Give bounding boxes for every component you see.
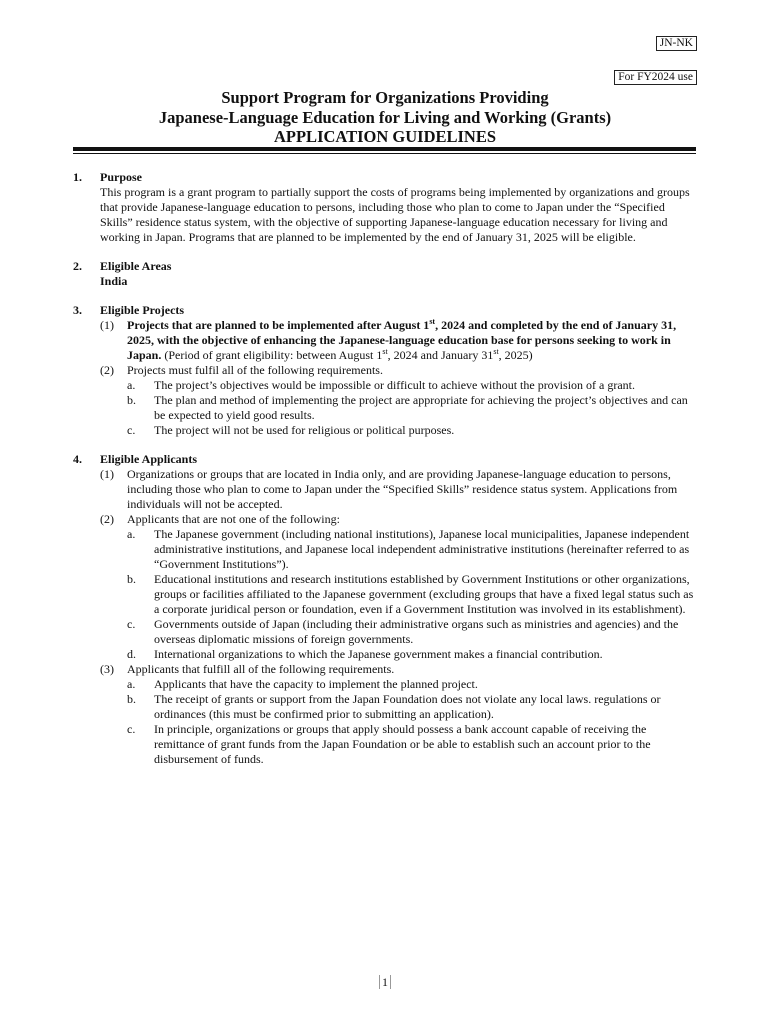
section-number: 2. [73, 259, 82, 273]
item-letter: a. [127, 527, 136, 541]
section-heading: Eligible Applicants [100, 452, 198, 466]
grant-period-a: (Period of grant eligibility: between August 1 [161, 348, 383, 362]
section-purpose [73, 170, 698, 245]
requirement-c [127, 423, 698, 438]
item-letter: b. [127, 692, 136, 706]
requirement-b [127, 393, 698, 423]
item-number: (2) [100, 512, 114, 526]
project-period-bold-b: , 2024 and completed by the end of January 31, 2025, with the objective of enhancing the Japanese-language education base for persons seeking to work in Japan. [127, 318, 677, 362]
requirement-a [127, 378, 698, 393]
item-number: (1) [100, 467, 114, 481]
item-letter: a. [127, 677, 136, 691]
page-title [75, 88, 695, 147]
item-text: Applicants that fulfill all of the following requirements. [127, 662, 395, 676]
item-number: (3) [100, 662, 114, 676]
exclusion-a [127, 527, 698, 572]
item-text: Educational institutions and research institutions established by Government Institutions or other organizations, groups or facilities affiliated to the Japanese government (excluding groups that have a fixed legal status such as a corporate juridical person or foundation, even if a Government Institution was involved in its establishment). [154, 572, 694, 616]
item-text: Governments outside of Japan (including their administrative organs such as ministries and agencies) and the overseas diplomatic missions of foreign governments. [154, 617, 679, 646]
fiscal-year-label: For FY2024 use [614, 70, 697, 85]
item-letter: b. [127, 572, 136, 586]
section-heading: Purpose [100, 170, 142, 184]
document-code: JN-NK [656, 36, 697, 51]
item-text: Projects must fulfil all of the following requirements. [127, 363, 383, 377]
title-divider-thin [73, 153, 696, 154]
section-number: 3. [73, 303, 82, 317]
section-number: 4. [73, 452, 82, 466]
ordinal-suffix: st [429, 317, 436, 326]
applicant-requirement-b [127, 692, 698, 722]
applicant-requirement-c [127, 722, 698, 767]
item-text: The plan and method of implementing the project are appropriate for achieving the project’s objectives and can be expected to yield good results. [154, 393, 688, 422]
item-text: Applicants that have the capacity to implement the planned project. [154, 677, 478, 691]
exclusion-c [127, 617, 698, 647]
item-text: Organizations or groups that are located in India only, and are providing Japanese-language education to persons, including those who plan to come to Japan under the “Specified Skills” residence status system. Applications from individuals will not be accepted. [127, 467, 678, 511]
item-letter: b. [127, 393, 136, 407]
item-text: The project will not be used for religious or political purposes. [154, 423, 455, 437]
item-letter: c. [127, 617, 136, 631]
section-heading: Eligible Areas [100, 259, 172, 273]
item-text: International organizations to which the Japanese government makes a financial contribution. [154, 647, 603, 661]
applicant-item-1 [100, 467, 698, 512]
item-text: Applicants that are not one of the following: [127, 512, 340, 526]
applicant-item-3 [100, 662, 698, 767]
eligible-area-value: India [100, 274, 128, 288]
grant-period-b: , 2024 and January 31 [387, 348, 494, 362]
section-body: This program is a grant program to partially support the costs of programs being implemented by organizations and groups that provide Japanese-language education to persons, including those who plan to come to Japan under the “Specified Skills” residence status system, with the objective of supporting Japanese-language education necessary for living and working in Japan. Programs that are planned to be implemented by the end of January 31, 2025 will be eligible. [100, 185, 690, 244]
section-eligible-areas [73, 259, 698, 289]
applicant-item-2 [100, 512, 698, 662]
exclusion-b [127, 572, 698, 617]
item-text [127, 318, 698, 363]
item-text: The receipt of grants or support from the Japan Foundation does not violate any local laws. regulations or ordinances (this must be confirmed prior to submitting an application). [154, 692, 661, 721]
applicant-requirement-a [127, 677, 698, 692]
item-letter: c. [127, 722, 136, 736]
page-number-value: 1 [379, 975, 391, 989]
item-text: In principle, organizations or groups that apply should possess a bank account capable of receiving the remittance of grant funds from the Japan Foundation or be able to establish such an account prior to the disbursement of funds. [154, 722, 651, 766]
item-text: The project’s objectives would be impossible or difficult to achieve without the provision of a grant. [154, 378, 636, 392]
section-eligible-projects [73, 303, 698, 438]
item-number: (1) [100, 318, 114, 332]
item-letter: c. [127, 423, 136, 437]
title-line-2: Japanese-Language Education for Living and Working (Grants) [158, 107, 612, 127]
page-number [0, 975, 770, 990]
title-divider-thick [73, 147, 696, 151]
title-line-1: Support Program for Organizations Providing [221, 88, 549, 107]
section-eligible-applicants [73, 452, 698, 767]
item-text: The Japanese government (including national institutions), Japanese local municipalities, Japanese independent administrative institutions, and Japanese local independent administrative institutions (hereinafter referred to as “Government Institutions”). [154, 527, 690, 571]
ordinal-suffix: st [382, 347, 388, 356]
project-item-2 [100, 363, 698, 438]
grant-period-c: , 2025) [498, 348, 533, 362]
item-letter: a. [127, 378, 136, 392]
project-period-bold-a: Projects that are planned to be implemented after August 1 [127, 318, 430, 332]
section-number: 1. [73, 170, 82, 184]
item-letter: d. [127, 647, 136, 661]
document-body [73, 170, 698, 781]
title-line-3: APPLICATION GUIDELINES [273, 127, 497, 146]
ordinal-suffix: st [493, 347, 499, 356]
item-number: (2) [100, 363, 114, 377]
exclusion-d [127, 647, 698, 662]
project-item-1 [100, 318, 698, 363]
section-heading: Eligible Projects [100, 303, 185, 317]
